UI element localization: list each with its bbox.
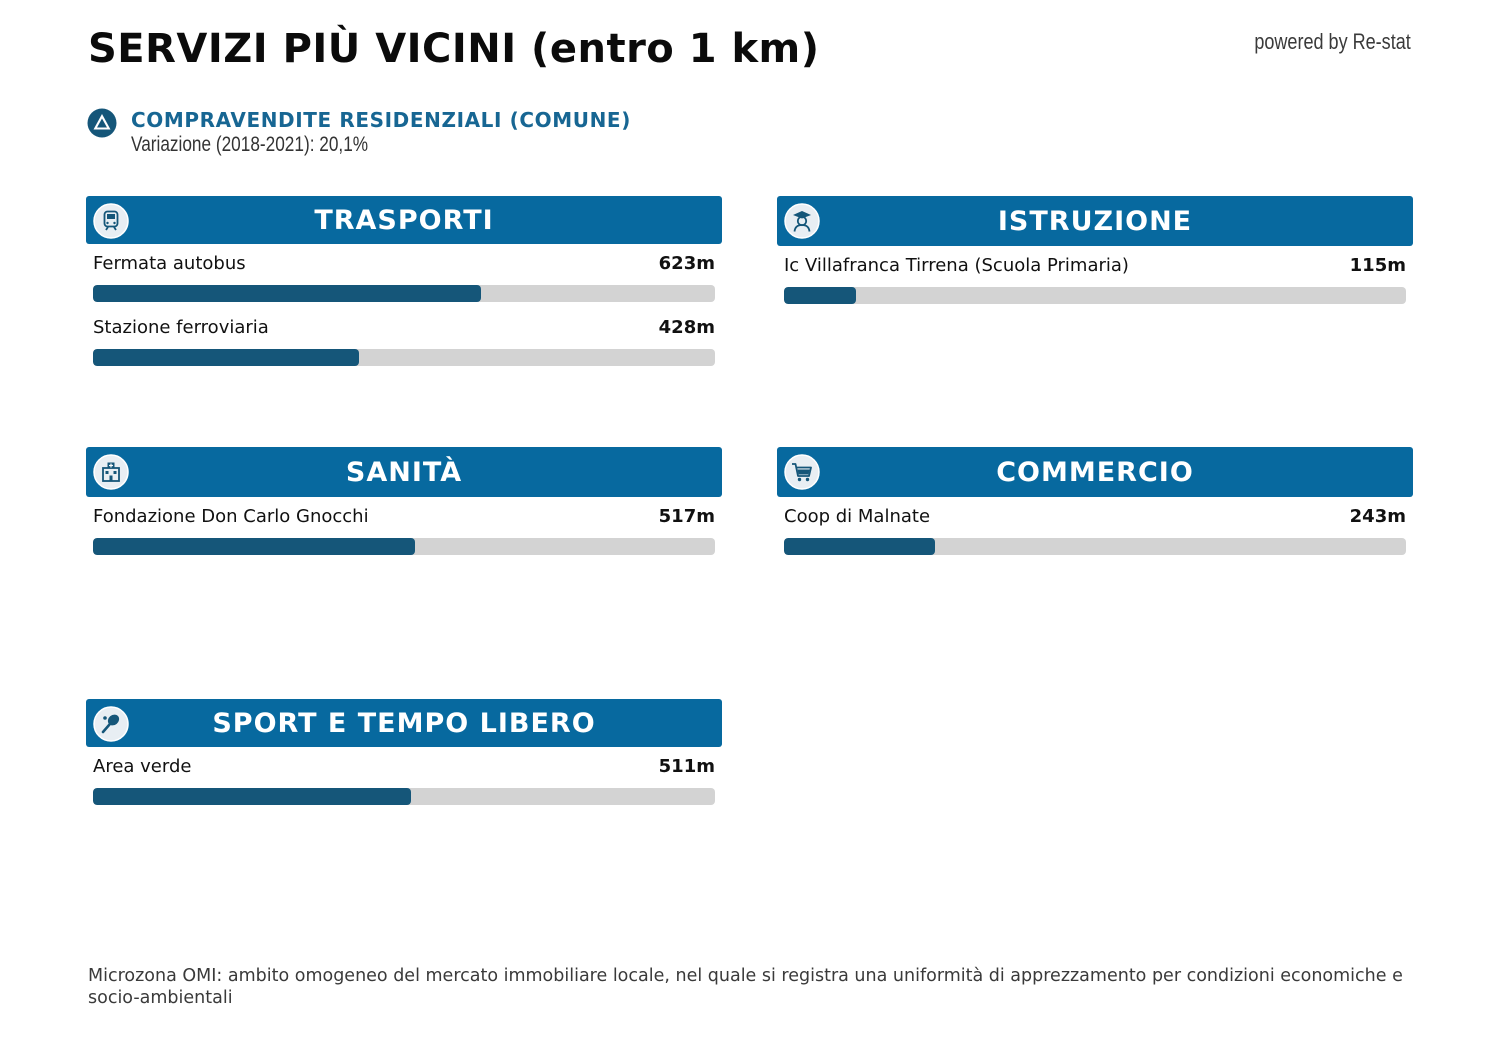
item-name: Ic Villafranca Tirrena (Scuola Primaria): [784, 255, 1129, 276]
item-name: Fermata autobus: [93, 253, 246, 274]
section-title: SANITÀ: [345, 456, 463, 488]
distance-bar: [93, 788, 715, 805]
item-distance: 428m: [658, 317, 715, 338]
distance-bar-fill: [93, 349, 359, 366]
list-item: [777, 497, 1413, 561]
footnote: Microzona OMI: ambito omogeneo del mercato immobiliare locale, nel quale si registra una uniformità di apprezzamento per condizioni economiche e socio-ambientali: [88, 966, 1403, 1008]
item-name: Fondazione Don Carlo Gnocchi: [93, 506, 369, 527]
section-header: [86, 196, 722, 244]
distance-bar-fill: [784, 538, 935, 555]
section-istruzione: [777, 196, 1413, 310]
distance-bar: [93, 538, 715, 555]
section-sport: [86, 699, 722, 811]
tennis-racket-icon: [93, 706, 129, 742]
section-title: COMMERCIO: [996, 456, 1194, 488]
trend-subtitle: Variazione (2018-2021): 20,1%: [131, 133, 369, 156]
student-icon: [784, 203, 820, 239]
section-sanita: [86, 447, 722, 561]
list-item: [86, 308, 722, 372]
section-title: TRASPORTI: [314, 204, 494, 236]
shopping-cart-icon: [784, 454, 820, 490]
hospital-icon: [93, 454, 129, 490]
item-distance: 511m: [658, 756, 715, 777]
distance-bar: [93, 349, 715, 366]
distance-bar: [93, 285, 715, 302]
train-icon: [93, 203, 129, 239]
distance-bar-fill: [784, 287, 856, 304]
item-distance: 115m: [1349, 255, 1406, 276]
powered-by-label: powered by Re-stat: [1254, 29, 1411, 54]
section-header: [86, 447, 722, 497]
item-name: Area verde: [93, 756, 192, 777]
list-item: [777, 246, 1413, 310]
section-title: SPORT E TEMPO LIBERO: [212, 707, 596, 739]
list-item: [86, 747, 722, 811]
section-commercio: [777, 447, 1413, 561]
section-title: ISTRUZIONE: [997, 205, 1193, 237]
section-header: [86, 699, 722, 747]
item-name: Coop di Malnate: [784, 506, 931, 527]
section-header: [777, 447, 1413, 497]
distance-bar: [784, 287, 1406, 304]
item-distance: 517m: [658, 506, 715, 527]
list-item: [86, 497, 722, 561]
item-name: Stazione ferroviaria: [93, 317, 269, 338]
section-header: [777, 196, 1413, 246]
section-trasporti: [86, 196, 722, 372]
list-item: [86, 244, 722, 308]
triangle-up-icon: [87, 108, 117, 138]
trend-title: COMPRAVENDITE RESIDENZIALI (COMUNE): [131, 108, 631, 132]
distance-bar: [784, 538, 1406, 555]
distance-bar-fill: [93, 788, 411, 805]
distance-bar-fill: [93, 285, 481, 302]
item-distance: 243m: [1349, 506, 1406, 527]
distance-bar-fill: [93, 538, 415, 555]
page-title: SERVIZI PIÙ VICINI (entro 1 km): [88, 26, 820, 72]
item-distance: 623m: [658, 253, 715, 274]
